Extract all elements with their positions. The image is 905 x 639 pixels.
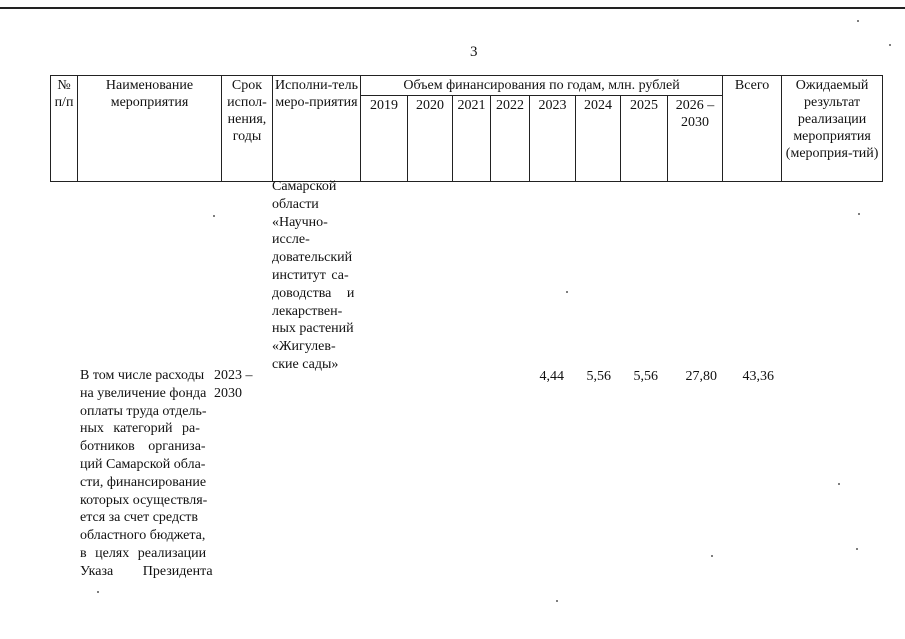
- header-year-2021: 2021: [453, 96, 491, 182]
- scan-speck: [97, 591, 99, 593]
- header-executor: Исполни-тель меро-приятия: [273, 76, 361, 182]
- executor-line: ных растений: [272, 321, 354, 337]
- executor-continuation: [272, 178, 362, 374]
- activity-line: оплаты труда отдель-: [80, 403, 207, 419]
- activity-line: ботников организа-: [80, 439, 206, 455]
- header-expected-result: Ожидаемый результат реализации мероприятия (мероприя-тий): [782, 76, 883, 182]
- activity-line: ется за счет средств: [80, 510, 199, 526]
- header-year-2023: 2023: [530, 96, 576, 182]
- scan-speck: [857, 20, 859, 22]
- activity-line: ных категорий ра-: [80, 421, 200, 437]
- value-2026-2030: 27,80: [685, 369, 717, 384]
- header-period: Срок испол-нения, годы: [222, 76, 273, 182]
- scan-speck: [856, 548, 858, 550]
- top-rule: [0, 7, 905, 9]
- header-year-2026-2030: 2026 – 2030: [668, 96, 723, 182]
- activity-line: областного бюджета,: [80, 528, 206, 544]
- executor-line: довательский: [272, 250, 353, 266]
- scan-speck: [711, 555, 713, 557]
- activity-line: ций Самарской обла-: [80, 456, 206, 472]
- table-header: [50, 75, 883, 182]
- executor-line: области: [272, 196, 319, 212]
- executor-line: «Научно-: [272, 214, 328, 230]
- executor-line: институт са-: [272, 267, 349, 283]
- scan-speck: [858, 213, 860, 215]
- activity-line: сти, финансирование: [80, 474, 207, 490]
- activity-line: Указа Президента: [80, 563, 213, 579]
- header-total: Всего: [723, 76, 782, 182]
- value-total: 43,36: [742, 369, 774, 384]
- value-2023: 4,44: [539, 369, 564, 384]
- header-year-2024: 2024: [576, 96, 621, 182]
- header-activity-name: Наименование мероприятия: [78, 76, 222, 182]
- activity-description: [80, 367, 220, 581]
- page-number: 3: [470, 44, 478, 60]
- header-number: № п/п: [51, 76, 78, 182]
- activity-line: в целях реализации: [80, 545, 207, 561]
- executor-line: иссле-: [272, 232, 310, 248]
- header-funding-group: Объем финансирования по годам, млн. рублей: [361, 76, 723, 96]
- executor-line: доводства и: [272, 285, 355, 301]
- scan-speck: [213, 215, 215, 217]
- scan-speck: [556, 600, 558, 602]
- executor-line: Самарской: [272, 179, 337, 194]
- header-year-2019: 2019: [361, 96, 408, 182]
- activity-line: которых осуществля-: [80, 492, 208, 508]
- header-year-2022: 2022: [491, 96, 530, 182]
- execution-period: 2023 – 2030: [214, 368, 253, 401]
- header-year-2025: 2025: [621, 96, 668, 182]
- executor-line: ские сады»: [272, 356, 339, 372]
- scan-speck: [838, 483, 840, 485]
- header-year-2020: 2020: [408, 96, 453, 182]
- activity-line: В том числе расходы: [80, 368, 205, 383]
- executor-line: «Жигулев-: [272, 339, 336, 355]
- scan-speck: [566, 291, 568, 293]
- activity-line: на увеличение фонда: [80, 385, 207, 401]
- value-2024: 5,56: [586, 369, 611, 384]
- value-2025: 5,56: [633, 369, 658, 384]
- scan-speck: [889, 44, 891, 46]
- executor-line: лекарствен-: [272, 303, 343, 319]
